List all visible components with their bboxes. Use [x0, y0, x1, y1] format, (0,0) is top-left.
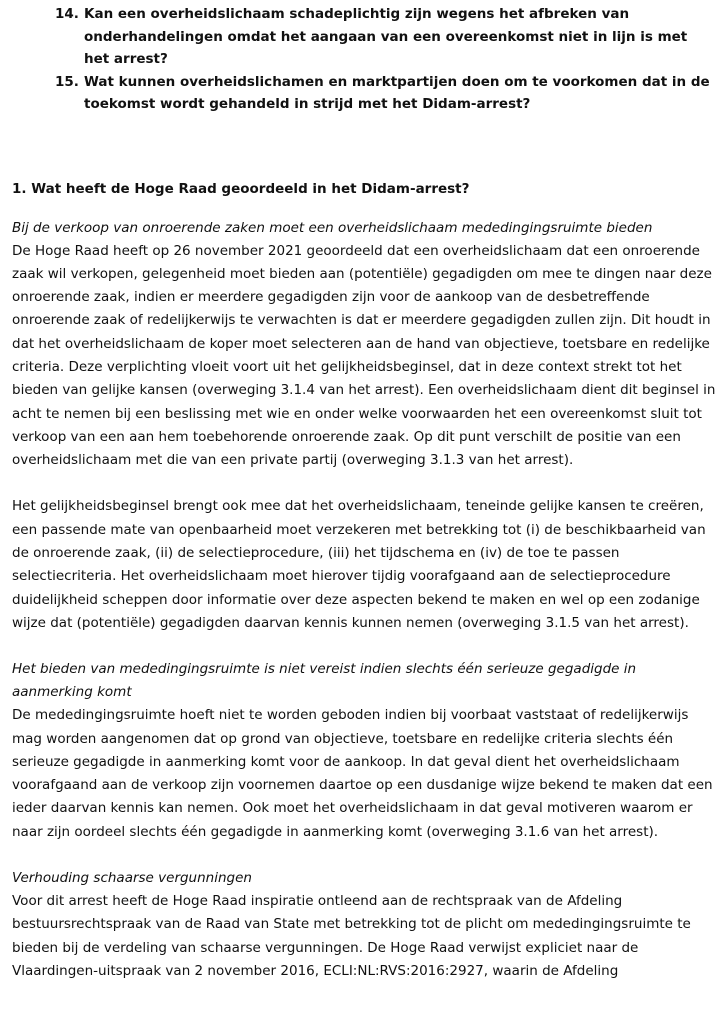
question-list — [12, 3, 716, 116]
section-heading: 1. Wat heeft de Hoge Raad geoordeeld in het Didam-arrest? — [12, 180, 470, 197]
list-item-number: 14. — [55, 6, 79, 22]
document-page — [12, 0, 716, 983]
paragraph: Voor dit arrest heeft de Hoge Raad inspiratie ontleend aan de rechtspraak van de Afdeling bestuursrechtspraak van de Raad van State met betrekking tot de plicht om mededingingsruimte te bieden bij de verdeling van schaarse vergunningen. De Hoge Raad verwijst expliciet naar de Vlaardingen-uitspraak van 2 november 2016, ECLI:NL:RVS:2016:2927, waarin de Afdeling — [12, 893, 691, 979]
list-item — [12, 71, 716, 116]
list-item-number: 15. — [55, 73, 79, 90]
subheading: Het bieden van mededingingsruimte is niet vereist indien slechts één serieuze gegadigde in aanmerking komt — [12, 661, 637, 701]
list-item-text: Kan een overheidslichaam schadeplichtig zijn wegens het afbreken van onderhandelingen omdat het aangaan van een overeenkomst niet in lijn is met het arrest? — [84, 6, 688, 67]
paragraph: De Hoge Raad heeft op 26 november 2021 geoordeeld dat een overheidslichaam dat een onroerende zaak wil verkopen, gelegenheid moet bieden aan (potentiële) gegadigden om mee te dingen naar deze onroerende zaak, indien er meerdere gegadigden zijn voor de aankoop van de desbetreffende onroerende zaak of redelijkerwijs te verwachten is dat er meerdere gegadigden zullen zijn. Dit houdt in dat het overheidslichaam de koper moet selecteren aan de hand van objectieve, toetsbare en redelijke criteria. Deze verplichting vloeit voort uit het gelijkheidsbeginsel, dat in deze context strekt tot het bieden van gelijke kansen (overweging 3.1.4 van het arrest). Een overheidslichaam dient dit beginsel in acht te nemen bij een beslissing met wie en onder welke voorwaarden het een overeenkomst sluit tot verkoop van een aan hem toebehorende onroerende zaak. Op dit punt verschilt de positie van een overheidslichaam met die van een private partij (overweging 3.1.3 van het arrest). — [12, 242, 716, 469]
list-item-text: Wat kunnen overheidslichamen en marktpartijen doen om te voorkomen dat in de toekomst wordt gehandeld in strijd met het Didam-arrest? — [84, 73, 710, 112]
subheading: Verhouding schaarse vergunningen — [12, 870, 252, 887]
paragraph: Het gelijkheidsbeginsel brengt ook mee dat het overheidslichaam, teneinde gelijke kansen te creëren, een passende mate van openbaarheid moet verzekeren met betrekking tot (i) de beschikbaarheid van de onroerende zaak, (ii) de selectieprocedure, (iii) het tijdschema en (iv) de toe te passen selectiecriteria. Het overheidslichaam moet hierover tijdig voorafgaand aan de selectieprocedure duidelijkheid scheppen door informatie over deze aspecten bekend te maken en wel op een zodanige wijze dat (potentiële) gegadigden daarvan kennis kunnen nemen (overweging 3.1.5 van het arrest). — [12, 498, 706, 631]
list-item — [12, 3, 716, 71]
paragraph: De mededingingsruimte hoeft niet te worden geboden indien bij voorbaat vaststaat of redelijkerwijs mag worden aangenomen dat op grond van objectieve, toetsbare en redelijke criteria slechts één serieuze gegadigde in aanmerking komt voor de aankoop. In dat geval dient het overheidslichaam voorafgaand aan de verkoop zijn voornemen daartoe op een dusdanige wijze bekend te maken dat een ieder daarvan kennis kan nemen. Ook moet het overheidslichaam in dat geval motiveren waarom er naar zijn oordeel slechts één gegadigde in aanmerking komt (overweging 3.1.6 van het arrest). — [12, 707, 713, 840]
subheading: Bij de verkoop van onroerende zaken moet een overheidslichaam mededingingsruimte bieden — [12, 219, 653, 236]
